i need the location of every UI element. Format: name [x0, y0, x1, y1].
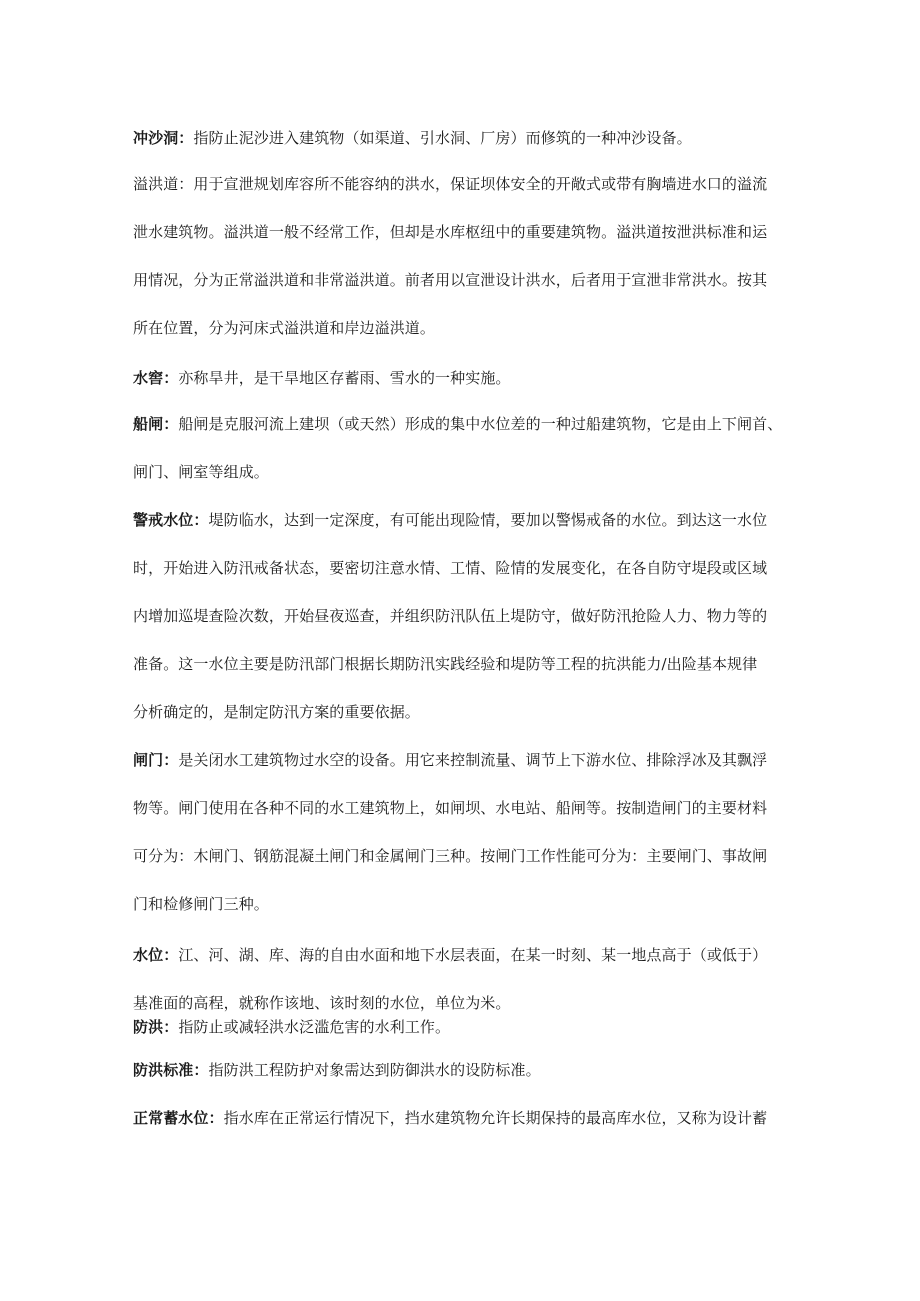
entry-jingjie-shuiwei	[133, 496, 793, 736]
entry-line	[133, 1007, 793, 1047]
entry-line: 闸门、闸室等组成。	[133, 463, 269, 481]
entry-chongshadong	[133, 114, 793, 162]
definition-text: 指防止或减轻洪水泛滥危害的水利工作。	[178, 1018, 451, 1036]
entry-line: 物等。闸门使用在各种不同的水工建筑物上，如闸坝、水电站、船闸等。按制造闸门的主要材料	[133, 799, 768, 817]
entry-chuanzha	[133, 400, 793, 496]
entry-shuijiao	[133, 354, 793, 402]
entry-line: 用情况，分为正常溢洪道和非常溢洪道。前者用以宣泄设计洪水，后者用于宣泄非常洪水。按其	[133, 271, 768, 289]
definition-text: 指水库在正常运行情况下，挡水建筑物允许长期保持的最高库水位，又称为设计蓄	[223, 1109, 768, 1127]
term-label: 船闸：	[133, 415, 179, 433]
entry-zhengchang-xushuiwei	[133, 1094, 793, 1142]
entry-line	[133, 400, 793, 448]
entry-line: 分析确定的，是制定防汛方案的重要依据。	[133, 703, 420, 721]
entry-line: 所在位置，分为河床式溢洪道和岸边溢洪道。	[133, 319, 436, 337]
entry-yihongdao	[133, 160, 793, 352]
term-label: 水位：	[133, 946, 179, 964]
definition-text: 指防洪工程防护对象需达到防御洪水的设防标准。	[208, 1061, 541, 1079]
term-label: 水窖：	[133, 369, 179, 387]
entry-line	[133, 114, 793, 162]
definition-text: 堤防临水，达到一定深度，有可能出现险情，要加以警惕戒备的水位。到达这一水位	[208, 511, 768, 529]
entry-line	[133, 1046, 793, 1094]
term-label: 警戒水位：	[133, 511, 209, 529]
entry-line: 时，开始进入防汛戒备状态，要密切注意水情、工情、险情的发展变化，在各自防守堤段或区域	[133, 559, 768, 577]
entry-fanghong-biaozhun	[133, 1046, 793, 1094]
term-label: 冲沙洞：	[133, 129, 194, 147]
definition-text: 是关闭水工建筑物过水空的设备。用它来控制流量、调节上下游水位、排除浮冰及其飘浮	[178, 751, 768, 769]
entry-fanghong	[133, 1007, 793, 1047]
entry-line	[133, 736, 793, 784]
term-label: 防洪：	[133, 1018, 179, 1036]
entry-line	[133, 160, 793, 208]
definition-text: 亦称旱井，是干旱地区存蓄雨、雪水的一种实施。	[178, 369, 511, 387]
term-label: 闸门：	[133, 751, 179, 769]
entry-line	[133, 931, 793, 979]
entry-line: 准备。这一水位主要是防汛部门根据长期防汛实践经验和堤防等工程的抗洪能力/出险基本规律	[133, 655, 758, 673]
entry-line	[133, 496, 793, 544]
entry-zhamen	[133, 736, 793, 928]
definition-text: 指防止泥沙进入建筑物（如渠道、引水洞、厂房）而修筑的一种冲沙设备。	[193, 129, 692, 147]
term-label: 正常蓄水位：	[133, 1109, 224, 1127]
definition-text: 江、河、湖、库、海的自由水面和地下水层表面，在某一时刻、某一地点高于（或低于）	[178, 946, 768, 964]
entry-line: 可分为：木闸门、钢筋混凝土闸门和金属闸门三种。按闸门工作性能可分为：主要闸门、事故闸	[133, 847, 768, 865]
term-label: 防洪标准：	[133, 1061, 209, 1079]
definition-text: 溢洪道：用于宣泄规划库容所不能容纳的洪水，保证坝体安全的开敞式或带有胸墙进水口的溢流	[133, 175, 768, 193]
entry-line	[133, 354, 793, 402]
entry-line	[133, 1094, 793, 1142]
entry-line: 基准面的高程，就称作该地、该时刻的水位，单位为米。	[133, 994, 511, 1012]
entry-line: 内增加巡堤查险次数，开始昼夜巡查，并组织防汛队伍上堤防守，做好防汛抢险人力、物力等的	[133, 607, 768, 625]
entry-line: 泄水建筑物。溢洪道一般不经常工作，但却是水库枢纽中的重要建筑物。溢洪道按泄洪标准和运	[133, 223, 768, 241]
definition-text: 船闸是克服河流上建坝（或天然）形成的集中水位差的一种过船建筑物，它是由上下闸首、	[178, 415, 783, 433]
entry-line: 门和检修闸门三种。	[133, 895, 269, 913]
